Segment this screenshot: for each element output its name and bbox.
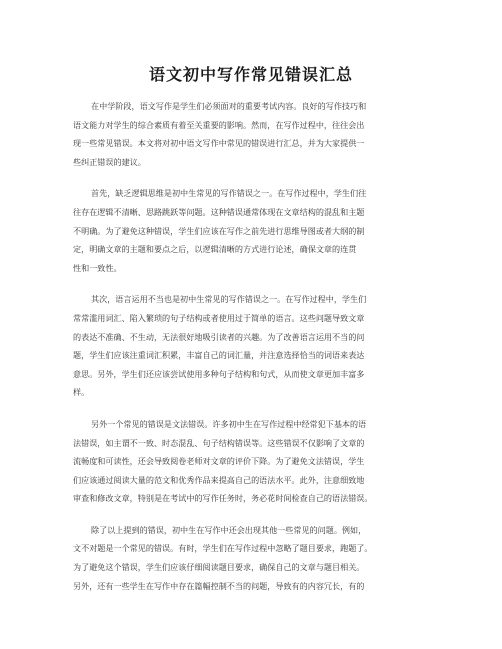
text-line: 性和一致性。 xyxy=(73,262,122,273)
text-line: 审查和修改文章，特别是在考试中的写作任务时，务必花时间检查自己的语法错误。 xyxy=(73,493,373,504)
text-line: 其次，语言运用不当也是初中生常见的写作错误之一。在写作过程中，学生们 xyxy=(91,294,367,305)
text-line: 定，明确文章的主题和要点之后，以逻辑清晰的方式进行论述，确保文章的连贯 xyxy=(73,244,357,255)
text-line: 为了避免这个错误，学生们应该仔细阅读题目要求，确保自己的文章与题目相关。 xyxy=(73,562,365,573)
text-line: 现一些常见错误。本文将对初中语文写作中常见的错误进行汇总，并为大家提供一 xyxy=(73,138,365,149)
text-line: 除了以上提到的错误，初中生在写作中还会出现其他一些常见的问题。例如， xyxy=(91,524,367,535)
text-line: 常常滥用词汇、陷入繁琐的句子结构或者使用过于简单的语言。这些问题导致文章 xyxy=(73,312,365,323)
text-line: 意思。另外，学生们还应该尝试使用多种句子结构和句式，从而使文章更加丰富多 xyxy=(73,368,365,379)
text-line: 在中学阶段，语文写作是学生们必须面对的重要考试内容。良好的写作技巧和 xyxy=(91,101,367,111)
paragraph-grammar xyxy=(73,415,438,508)
text-line: 题，学生们应该注重词汇积累，丰富自己的词汇量，并注意选择恰当的词语来表达 xyxy=(73,350,365,361)
text-line: 法错误，如主谓不一致、时态混乱、句子结构错误等。这些错误不仅影响了文章的 xyxy=(73,437,365,448)
text-line: 首先，缺乏逻辑思维是初中生常见的写作错误之一。在写作过程中，学生们往 xyxy=(91,188,367,199)
text-line: 流畅度和可读性，还会导致阅卷老师对文章的评价下降。为了避免文法错误，学生 xyxy=(73,456,365,467)
page-title: 语文初中写作常见错误汇总 xyxy=(148,65,353,84)
paragraph-intro xyxy=(73,97,438,171)
text-line: 不明确。为了避免这种错误，学生们应该在写作之前先进行思维导图或者大纲的制 xyxy=(73,225,365,236)
text-line: 语文能力对学生的综合素质有着至关重要的影响。然而，在写作过程中，往往会出 xyxy=(73,119,365,130)
text-line: 些纠正错误的建议。 xyxy=(73,156,146,167)
paragraph-logic xyxy=(73,184,438,277)
text-line: 的表达不准确、不生动，无法很好地吸引读者的兴趣。为了改善语言运用不当的问 xyxy=(73,331,365,342)
text-line: 们应该通过阅读大量的范文和优秀作品来提高自己的语法水平。此外，注意细致地 xyxy=(73,474,365,485)
text-line: 样。 xyxy=(73,387,90,398)
document-body xyxy=(73,97,438,608)
text-line: 另外，还有一些学生在写作中存在篇幅控制不当的问题，导致有的内容冗长，有的 xyxy=(73,580,365,591)
paragraph-language xyxy=(73,290,438,402)
text-line: 另外一个常见的错误是文法错误。许多初中生在写作过程中经常犯下基本的语 xyxy=(91,418,367,429)
text-line: 往存在逻辑不清晰、思路跳跃等问题。这种错误通常体现在文章结构的混乱和主题 xyxy=(73,206,365,217)
text-line: 文不对题是一个常见的错误。有时，学生们在写作过程中忽略了题目要求，跑题了。 xyxy=(73,543,373,554)
paragraph-other-issues xyxy=(73,521,438,595)
